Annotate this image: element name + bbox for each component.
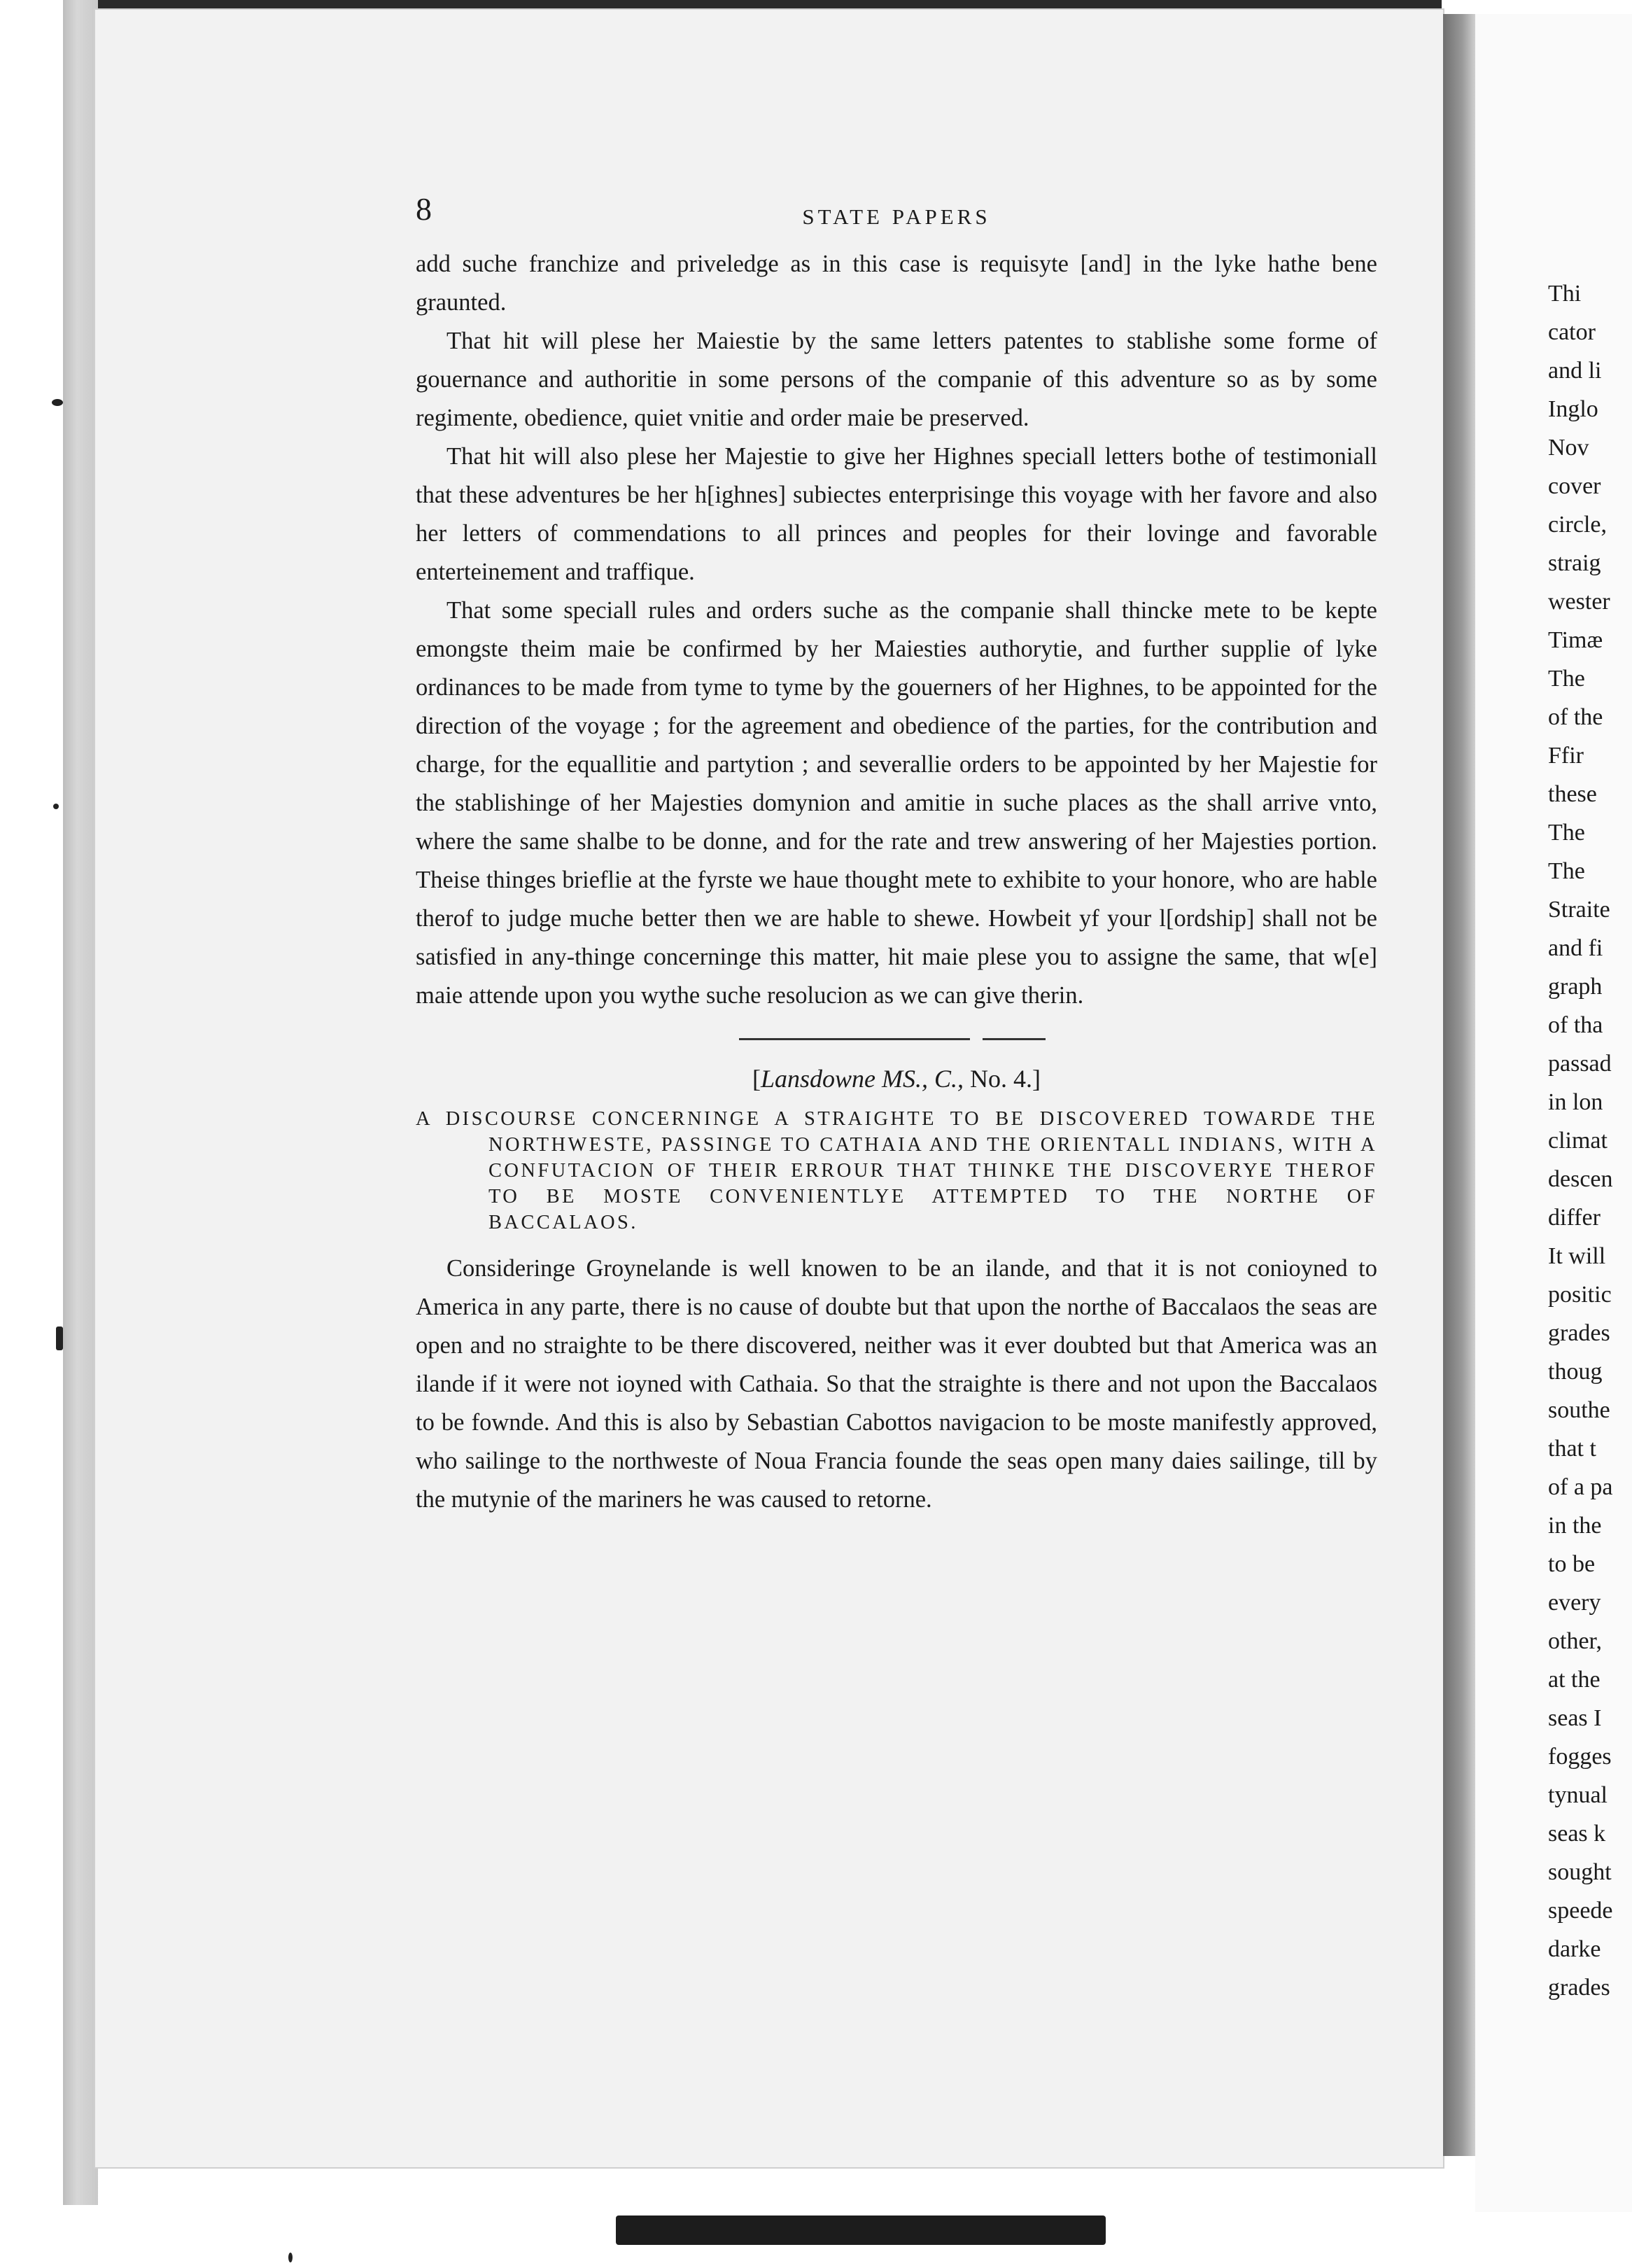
facing-line: to be <box>1548 1551 1596 1577</box>
facing-line: grades <box>1548 1975 1610 2001</box>
facing-line: straig <box>1548 550 1601 576</box>
source-number: No. 4.] <box>970 1065 1041 1093</box>
facing-line: these <box>1548 781 1597 807</box>
paragraph: That some speciall rules and orders suche as the companie shall thincke mete to be kepte emongste theim maie be confirmed by her Maiesties authorytie, and further supplie of lyke ordinances to be made from tyme to tyme by the gouerners of her Highnes, to be appointed for the direction of the voyage ; for the agreement and obedience of the parties, for the contribution and charge, for the equallitie and partytion ; and severallie orders to be appointed by her Majestie for the stablishinge of her Majesties domynion and amitie in suche places as the shall arrive vnto, where the same shalbe to be donne, and for the rate and trew answering of her Majesties portion. Theise thinges brieflie at the fyrste we haue thought mete to exhibite to your honore, who are hable therof to judge muche better then we are hable to shewe. Howbeit yf your l[ordship] shall not be satisfied in any-thinge concerninge this matter, hit maie plese you to assigne the same, that w[e] maie attende upon you wythe suche resolucion as we can give therin. <box>416 597 1377 1009</box>
paragraph: That hit will plese her Maiestie by the same letters patentes to stablishe some forme of gouernance and authoritie in some persons of the companie of this adventure so as by some regimente, obedience, quiet vnitie and order maie be preserved. <box>416 328 1377 431</box>
source-citation <box>416 1057 1377 1100</box>
facing-line: and fi <box>1548 935 1603 961</box>
facing-line: seas I <box>1548 1705 1602 1731</box>
facing-line: seas k <box>1548 1821 1606 1847</box>
source-manuscript: Lansdowne MS., <box>760 1065 928 1093</box>
facing-line: Ffir <box>1548 743 1584 769</box>
facing-line: Thi <box>1548 281 1582 307</box>
facing-line: differ <box>1548 1205 1601 1231</box>
scan-speck <box>52 399 63 406</box>
page-number: 8 <box>416 191 432 227</box>
facing-line: cator <box>1548 319 1596 345</box>
facing-line: graph <box>1548 974 1603 1000</box>
facing-line: grades <box>1548 1320 1610 1346</box>
page-content <box>416 182 1377 1519</box>
facing-line: thoug <box>1548 1359 1603 1385</box>
scan-bottom-label <box>616 2216 1106 2245</box>
facing-line: of tha <box>1548 1012 1603 1038</box>
facing-line: positic <box>1548 1282 1612 1308</box>
facing-line: of the <box>1548 704 1603 730</box>
facing-line: Timæ <box>1548 627 1603 653</box>
gutter-shadow <box>1443 14 1475 2156</box>
facing-line: climat <box>1548 1128 1608 1154</box>
facing-line: at the <box>1548 1667 1601 1693</box>
facing-line: The <box>1548 858 1585 884</box>
paragraph: That hit will also plese her Majestie to give her Highnes speciall letters bothe of testimoniall that these adventures be her h[ighnes] subiectes enterprisinge this voyage with her favore and also her letters of commendations to all princes and peoples for their lovinge and favorable enterteinement and traffique. <box>416 443 1377 585</box>
facing-line: passad <box>1548 1051 1612 1077</box>
facing-line: Inglo <box>1548 396 1598 422</box>
facing-line: It will <box>1548 1243 1606 1269</box>
facing-line: Nov <box>1548 435 1589 461</box>
facing-line: wester <box>1548 589 1610 615</box>
facing-line: in lon <box>1548 1089 1603 1115</box>
scan-speck <box>53 804 59 809</box>
facing-line: speede <box>1548 1898 1613 1924</box>
facing-line: fogges <box>1548 1744 1612 1770</box>
facing-line: Straite <box>1548 897 1610 923</box>
facing-line: The <box>1548 820 1585 846</box>
divider-long <box>739 1038 970 1040</box>
facing-line: of a pa <box>1548 1474 1613 1500</box>
facing-line: every <box>1548 1590 1601 1616</box>
facing-line: that t <box>1548 1436 1596 1462</box>
page-header <box>416 182 1377 245</box>
scan-speck <box>288 2253 293 2262</box>
discourse-paragraph: Consideringe Groynelande is well knowen to be an ilande, and that it is not conioyned to America in any parte, there is no cause of doubte but that upon the northe of Baccalaos the seas are open and no straighte to be there discovered, neither was it ever doubted but that America was an ilande if it were not ioyned with Cathaia. So that the straighte is there and not upon the Baccalaos to be fownde. And this is also by Sebastian Cabottos navigacion to be moste manifestly approved, who sailinge to the northweste of Noua Francia founde the seas open many daies sailinge, till by the mutynie of the mariners he was caused to retorne. <box>416 1255 1377 1513</box>
facing-page-text <box>1548 274 1632 2007</box>
facing-line: sought <box>1548 1859 1612 1885</box>
facing-line: tynual <box>1548 1782 1608 1808</box>
source-volume: C., <box>934 1065 964 1093</box>
facing-line: other, <box>1548 1628 1602 1654</box>
facing-line: and li <box>1548 358 1602 384</box>
facing-line: in the <box>1548 1513 1602 1539</box>
book-page-edges <box>63 0 98 2205</box>
source-bracket: [ <box>752 1065 761 1093</box>
facing-line: The <box>1548 666 1585 692</box>
discourse-heading: A DISCOURSE CONCERNINGE A STRAIGHTE TO BE DISCOVERED TOWARDE THE NORTHWESTE, PASSINGE TO CATHAIA AND THE ORIENTALL INDIANS, WITH A CONFUTACION OF THEIR ERROUR THAT THINKE THE DISCOVERYE THEROF TO BE MOSTE CONVENIENTLYE ATTEMPTED TO THE NORTHE OF BACCALAOS. <box>416 1108 1377 1233</box>
facing-line: circle, <box>1548 512 1607 538</box>
facing-line: darke <box>1548 1936 1601 1962</box>
paragraph: add suche franchize and priveledge as in this case is requisyte [and] in the lyke hathe bene graunted. <box>416 251 1377 316</box>
scan-speck <box>56 1326 63 1350</box>
divider-short <box>983 1038 1046 1040</box>
facing-line: descen <box>1548 1166 1613 1192</box>
running-head: STATE PAPERS <box>802 204 991 229</box>
facing-line: southe <box>1548 1397 1610 1423</box>
facing-line: cover <box>1548 473 1601 499</box>
section-divider <box>416 1015 1377 1057</box>
